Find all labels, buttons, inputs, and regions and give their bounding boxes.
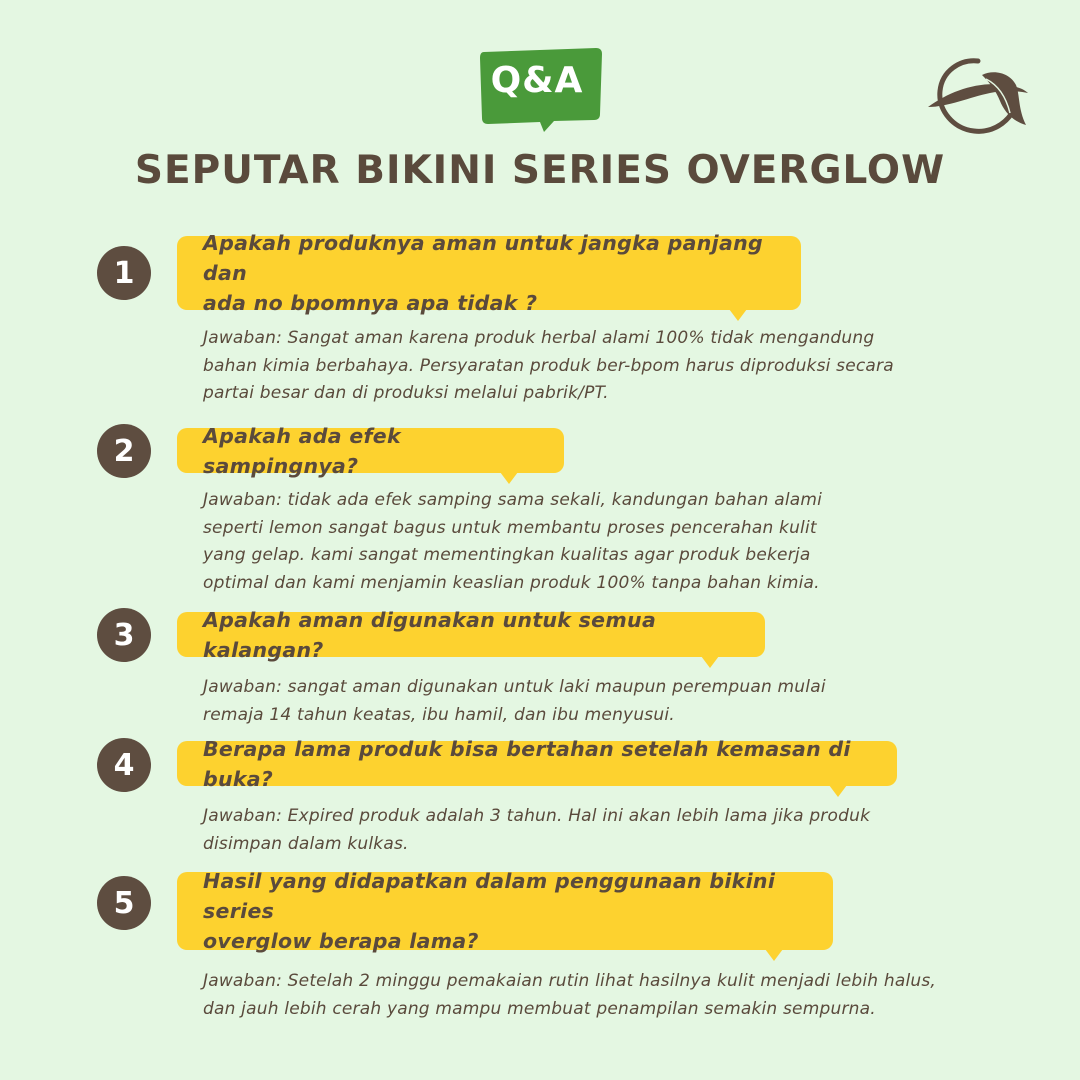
question-text: Apakah aman digunakan untuk semua kalangan?: [203, 607, 657, 662]
answer-text: Jawaban: sangat aman digunakan untuk laki maupun perempuan mulai remaja 14 tahun keatas, ibu hamil, dan ibu menyusui.: [203, 677, 826, 725]
question-text: Apakah ada efek sampingnya?: [203, 423, 401, 478]
qa-badge: [478, 48, 602, 126]
answer-text: Jawaban: tidak ada efek samping sama sekali, kandungan bahan alami seperti lemon sangat bagus untuk membantu proses pencerahan kulit yang gelap. kami sangat mementingkan kualitas agar produk bekerja optimal dan kami menjamin keaslian produk 100% tanpa bahan kimia.: [203, 490, 823, 593]
answer-text: Jawaban: Sangat aman karena produk herbal alami 100% tidak mengandung bahan kimia berbahaya. Persyaratan produk ber-bpom harus diproduksi secara partai besar dan di produksi melalui pabrik/PT.: [203, 328, 894, 403]
question-text: Berapa lama produk bisa bertahan setelah kemasan di buka?: [203, 736, 851, 791]
question-text: Apakah produknya aman untuk jangka panjang dan ada no bpomnya apa tidak ?: [203, 231, 763, 315]
question-bubble: [177, 736, 897, 791]
question-bubble: [177, 869, 833, 953]
qa-badge-label: Q&A: [490, 60, 584, 101]
faq-number-badge: 4: [97, 738, 151, 792]
faq-number-badge: 5: [97, 876, 151, 930]
question-bubble: [177, 231, 801, 315]
question-bubble: [177, 607, 765, 662]
answer-text: Jawaban: Setelah 2 minggu pemakaian rutin lihat hasilnya kulit menjadi lebih halus, dan jauh lebih cerah yang mampu membuat penampilan semakin sempurna.: [203, 971, 937, 1019]
faq-number-badge: 2: [97, 424, 151, 478]
page-title: SEPUTAR BIKINI SERIES OVERGLOW: [134, 148, 946, 193]
question-text: Hasil yang didapatkan dalam penggunaan bikini series overglow berapa lama?: [203, 869, 776, 953]
faq-number-badge: 1: [97, 246, 151, 300]
leaf-swirl-logo-icon: [920, 55, 1030, 135]
question-bubble: [177, 423, 564, 478]
faq-number-badge: 3: [97, 608, 151, 662]
answer-text: Jawaban: Expired produk adalah 3 tahun. Hal ini akan lebih lama jika produk disimpan dalam kulkas.: [203, 806, 871, 854]
